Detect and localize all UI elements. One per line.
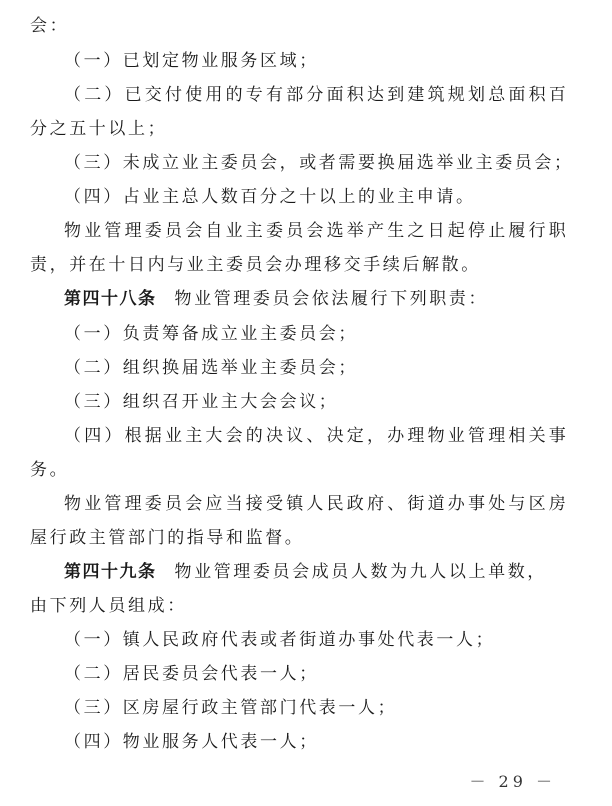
text-line: （一）负责筹备成立业主委员会； — [64, 324, 358, 344]
text-line: 责，并在十日内与业主委员会办理移交手续后解散。 — [30, 255, 481, 275]
article-49-text: 物业管理委员会成员人数为九人以上单数， — [174, 562, 547, 582]
text-line: 物业管理委员会自业主委员会选举产生之日起停止履行职 — [64, 221, 569, 241]
text-line: （一）已划定物业服务区域； — [64, 51, 319, 71]
text-line: （四）根据业主大会的决议、决定，办理物业管理相关事 — [64, 426, 569, 446]
article-48-title: 第四十八条 — [64, 289, 157, 309]
text-line: （四）占业主总人数百分之十以上的业主申请。 — [64, 187, 476, 207]
text-line: （一）镇人民政府代表或者街道办事处代表一人； — [64, 630, 496, 650]
text-line: 物业管理委员会应当接受镇人民政府、街道办事处与区房 — [64, 494, 569, 514]
text-line: 屋行政主管部门的指导和监督。 — [30, 528, 305, 548]
text-line: 务。 — [30, 460, 70, 480]
article-48-text: 物业管理委员会依法履行下列职责： — [174, 289, 489, 309]
text-line: （三）组织召开业主大会会议； — [64, 392, 339, 412]
text-line: （三）未成立业主委员会，或者需要换届选举业主委员会； — [64, 153, 574, 173]
page-number: － 29 － — [469, 772, 556, 791]
text-line: 由下列人员组成： — [30, 596, 187, 616]
article-48-line — [64, 287, 590, 311]
text-line: 会： — [30, 16, 70, 36]
text-line: （二）居民委员会代表一人； — [64, 664, 319, 684]
article-49-line — [64, 560, 590, 584]
text-line: （三）区房屋行政主管部门代表一人； — [64, 698, 398, 718]
text-line: （四）物业服务人代表一人； — [64, 732, 319, 752]
text-line: （二）已交付使用的专有部分面积达到建筑规划总面积百 — [64, 85, 569, 105]
text-line: （二）组织换届选举业主委员会； — [64, 358, 358, 378]
text-line: 分之五十以上； — [30, 119, 168, 139]
article-49-title: 第四十九条 — [64, 562, 157, 582]
